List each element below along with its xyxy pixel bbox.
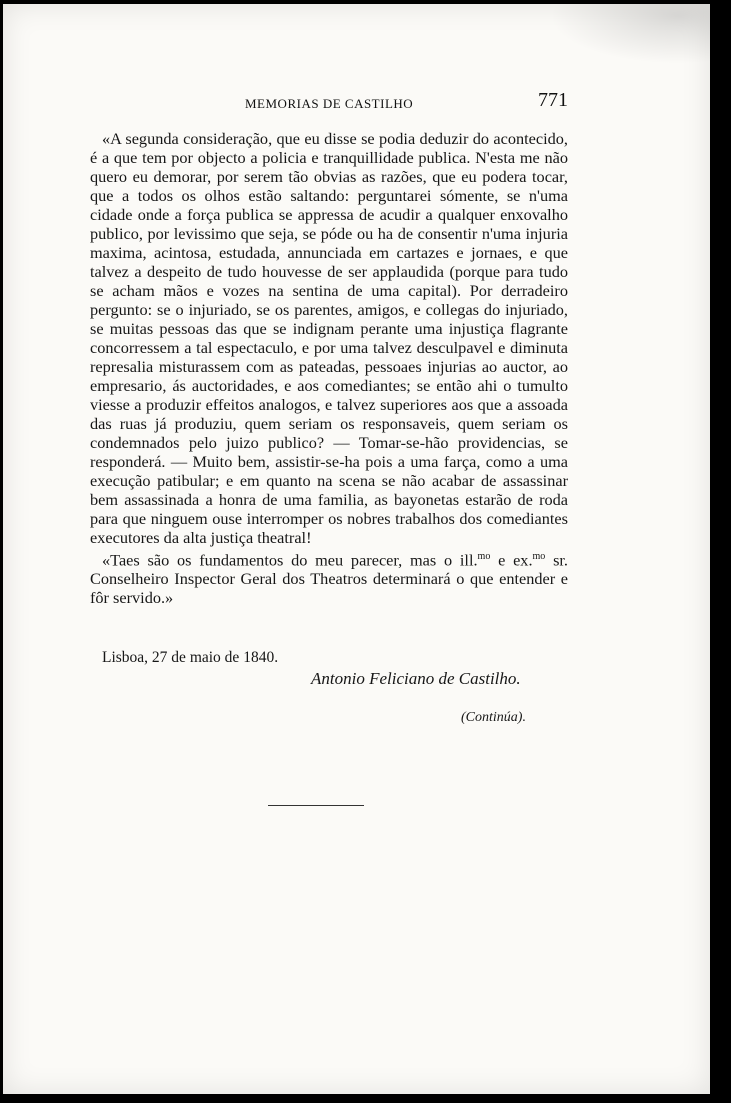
running-title: MEMORIAS DE CASTILHO [245,96,414,111]
continuation-note: (Continúa). [461,710,526,725]
body-text [90,129,568,607]
page-header [88,89,568,119]
paragraph-2-start: «Taes são os fundamentos do meu parecer, mas o ill. [102,550,478,570]
paragraph-1: «A segunda consideração, que eu disse se podia deduzir do acontecido, é a que tem por objecto a policia e tranquillidade publica. N'esta me não quero eu demorar, por serem tão obvias as razões, que eu podera tocar, que a todos os olhos estão saltando: perguntarei sómente, se n'uma cidade onde a força publica se appressa de acudir a qualquer enxovalho publico, por levissimo que seja, se póde ou ha de consentir n'uma injuria maxima, acintosa, estudada, annunciada em cartazes e jornaes, e que talvez a despeito de tudo houvesse de ser applaudida (porque para tudo se acham mãos e vozes na sentina de uma capital). Por derradeiro pergunto: se o injuriado, se os parentes, amigos, e collegas do injuriado, se muitas pessoas das que se indignam perante uma injustiça flagrante concorressem a tal espectaculo, e por uma talvez desculpavel e diminuta represalia misturassem com as pateadas, pessoaes injurias ao auctor, ao empresario, ás auctoridades, e aos comediantes; se então ahi o tumulto viesse a produzir effeitos analogos, e talvez superiores aos que a assoada das ruas já produziu, quem seriam os responsaveis, quem seriam os condemnados pelo juizo publico? — Tomar-se-hão providencias, se responderá. — Muito bem, assistir-se-ha pois a uma farça, como a uma execução patibular; e em quanto na scena se não acabar de assassinar bem assassinada a honra de uma familia, as bayonetas estarão de roda para que ninguem ouse interromper os nobres trabalhos dos comediantes executores da alta justiça theatral! [90,129,568,547]
paragraph-2-mid: e ex. [490,550,533,570]
page-number: 771 [538,89,568,111]
superscript-mo-1: mo [477,551,491,562]
signature: Antonio Feliciano de Castilho. [311,669,521,688]
scan-smudge [550,4,710,64]
paragraph-2 [90,547,568,607]
section-rule [268,805,364,806]
paragraph-2-end: sr. Conselheiro Inspector Geral dos Theatros determinará o que entender e fôr servido.» [90,550,569,608]
superscript-mo-2: mo [532,551,546,562]
dateline: Lisboa, 27 de maio de 1840. [102,649,279,666]
